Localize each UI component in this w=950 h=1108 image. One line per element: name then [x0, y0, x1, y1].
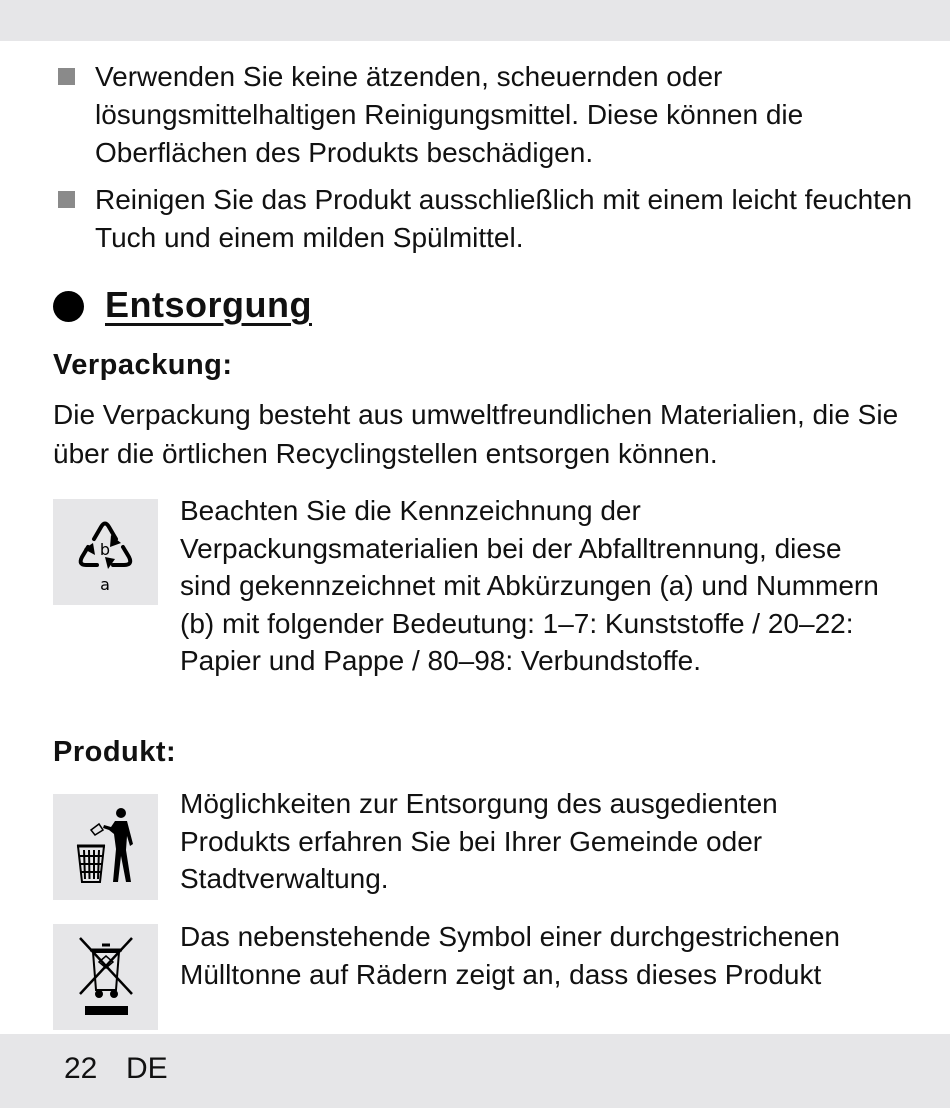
crossed-out-wheelie-bin-icon	[53, 924, 158, 1030]
product-disposal-text: Möglichkeiten zur Entsorgung des ausgedienten Produkts erfahren Sie bei Ihrer Gemeinde oder Stadtverwaltung.	[180, 788, 778, 894]
bullet-text: Verwenden Sie keine ätzenden, scheuernden oder lösungsmittelhaltigen Reinigungsmittel. Diese können die Oberflächen des Produkts beschädigen.	[95, 61, 804, 168]
footer	[0, 1034, 950, 1108]
packaging-text: Die Verpackung besteht aus umweltfreundlichen Materialien, die Sie über die örtlichen Recyclingstellen entsorgen können.	[53, 399, 899, 469]
bullet-text: Reinigen Sie das Produkt ausschließlich mit einem leicht feuchten Tuch und einem milden Spülmittel.	[95, 184, 913, 253]
litter-bin-icon	[53, 794, 158, 900]
packaging-note: Beachten Sie die Kennzeichnung der Verpackungsmaterialien bei der Abfalltrennung, diese sind gekennzeichnet mit Abkürzungen (a) und Nummern (b) mit folgender Bedeutung: 1–7: Kunststoffe / 20–22: Papier und Pappe / 80–98: Verbundstoffe.	[180, 495, 879, 676]
recycling-icon	[53, 499, 158, 605]
square-bullet-icon	[58, 68, 75, 85]
list-item	[58, 181, 918, 257]
top-bar	[0, 0, 950, 41]
page-number: 22	[64, 1052, 98, 1085]
recycling-label-a: a	[100, 575, 110, 594]
list-item	[58, 58, 918, 172]
square-bullet-icon	[58, 191, 75, 208]
recycling-label-b: b	[99, 540, 111, 559]
weee-text: Das nebenstehende Symbol einer durchgestrichenen Mülltonne auf Rädern zeigt an, dass dieses Produkt	[180, 921, 840, 990]
product-heading: Produkt:	[53, 736, 177, 768]
language-code: DE	[126, 1052, 168, 1085]
section-title: Entsorgung	[105, 284, 312, 325]
circle-bullet-icon	[53, 291, 84, 322]
packaging-heading: Verpackung:	[53, 349, 233, 381]
